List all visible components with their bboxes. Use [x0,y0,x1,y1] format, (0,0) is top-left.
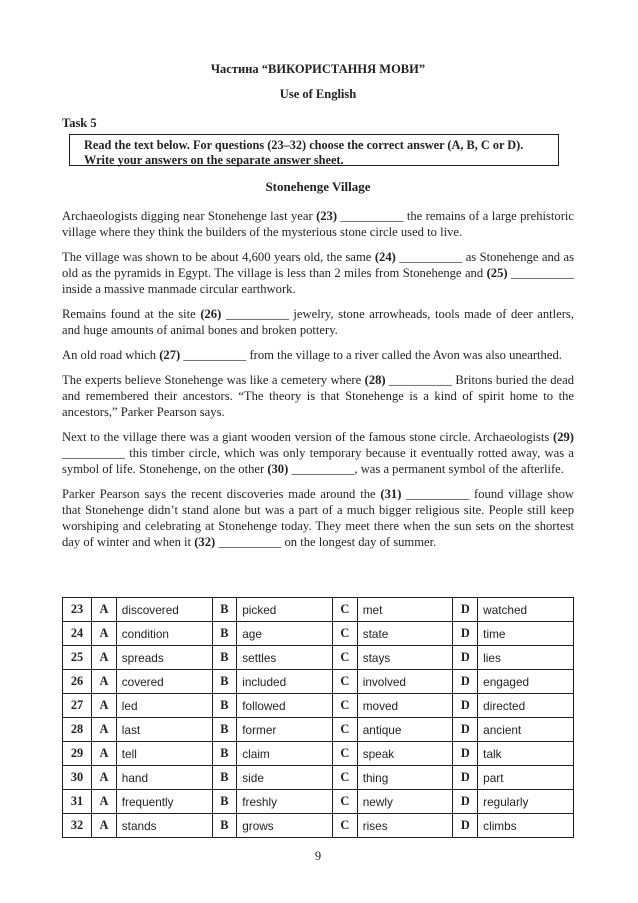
gap-number: (28) [364,373,386,387]
answer-row [63,814,574,838]
passage-paragraph [62,429,574,477]
option-letter: D [453,622,478,646]
passage-text: Remains found at the site [62,307,201,321]
option-text: met [357,598,453,622]
question-number: 28 [63,718,92,742]
option-letter: C [332,742,357,766]
option-text: directed [478,694,574,718]
question-number: 27 [63,694,92,718]
passage-text: Parker Pearson says the recent discoveries made around the [62,487,381,501]
passage-paragraph [62,486,574,550]
option-letter: D [453,766,478,790]
text-title: Stonehenge Village [265,179,371,194]
question-number: 24 [63,622,92,646]
option-letter: D [453,646,478,670]
question-number: 30 [63,766,92,790]
option-text: state [357,622,453,646]
passage-text: __________ from the village to a river called the Avon was also unearthed. [180,348,562,362]
question-number: 25 [63,646,92,670]
option-text: involved [357,670,453,694]
passage-text: __________ found village show that Stonehenge didn’t stand alone but was a part of a much bigger religious site. People still keep worshiping and celebrating at Stonehenge today. They meet there when the sun sets on the shortest day of winter and when it [62,487,574,549]
option-letter: D [453,790,478,814]
instructions-box [69,134,559,166]
page-number: 9 [314,849,322,863]
passage-text: __________ Britons buried the dead and remembered their ancestors. “The theory is that Stonehenge is a kind of spirit home to the ancestors,” Parker Pearson says. [62,373,574,419]
option-text: watched [478,598,574,622]
question-number: 23 [63,598,92,622]
passage-text: Archaeologists digging near Stonehenge last year [62,209,317,223]
answer-row [63,670,574,694]
option-text: lies [478,646,574,670]
option-letter: B [212,622,237,646]
option-letter: B [212,670,237,694]
passage-text: __________ jewelry, stone arrowheads, tools made of deer antlers, and huge amounts of animal bones and broken pottery. [62,307,574,337]
passage-paragraph [62,208,574,240]
option-text: time [478,622,574,646]
passage-text: The village was shown to be about 4,600 years old, the same [62,250,375,264]
option-text: stands [116,814,212,838]
option-text: regularly [478,790,574,814]
gap-number: (25) [486,266,508,280]
option-text: covered [116,670,212,694]
question-number: 26 [63,670,92,694]
option-letter: D [453,694,478,718]
passage-text: An old road which [62,348,160,362]
option-letter: A [92,766,117,790]
option-letter: B [212,718,237,742]
gap-number: (31) [380,487,402,501]
passage-paragraph [62,372,574,420]
option-text: age [237,622,333,646]
option-text: engaged [478,670,574,694]
gap-number: (24) [374,250,396,264]
answer-row [63,790,574,814]
passage-text: __________ this timber circle, which was only temporary because it eventually rotted away, was a symbol of life. Stonehenge, on the other [62,446,574,476]
option-text: thing [357,766,453,790]
option-letter: C [332,718,357,742]
option-letter: C [332,670,357,694]
option-letter: B [212,646,237,670]
option-text: last [116,718,212,742]
answer-row [63,694,574,718]
option-text: climbs [478,814,574,838]
option-letter: B [212,694,237,718]
option-text: talk [478,742,574,766]
part-title: Частина “ВИКОРИСТАННЯ МОВИ” [210,62,426,76]
option-text: hand [116,766,212,790]
option-letter: A [92,622,117,646]
instruction-line: Write your answers on the separate answer sheet. [84,153,344,167]
option-letter: D [453,814,478,838]
option-text: condition [116,622,212,646]
passage-text: __________ inside a massive manmade circular earthwork. [62,266,574,296]
option-letter: D [453,718,478,742]
reading-passage [62,208,574,559]
option-letter: C [332,694,357,718]
option-text: followed [237,694,333,718]
option-letter: B [212,790,237,814]
option-text: former [237,718,333,742]
option-letter: C [332,622,357,646]
option-letter: B [212,814,237,838]
task-label: Task 5 [62,116,97,130]
option-letter: C [332,766,357,790]
option-letter: A [92,670,117,694]
option-letter: D [453,670,478,694]
section-subtitle: Use of English [279,87,357,101]
passage-text: Next to the village there was a giant wooden version of the famous stone circle. Archaeologists [62,430,554,444]
passage-paragraph [62,347,574,363]
option-letter: C [332,646,357,670]
option-text: newly [357,790,453,814]
option-letter: C [332,790,357,814]
option-letter: D [453,598,478,622]
option-text: picked [237,598,333,622]
option-letter: D [453,742,478,766]
option-text: included [237,670,333,694]
option-text: spreads [116,646,212,670]
option-letter: A [92,646,117,670]
gap-number: (29) [553,430,574,444]
option-text: discovered [116,598,212,622]
option-text: freshly [237,790,333,814]
option-text: stays [357,646,453,670]
passage-text: __________ the remains of a large prehistoric village where they think the builders of the mysterious stone circle used to live. [62,209,574,239]
question-number: 29 [63,742,92,766]
option-letter: B [212,766,237,790]
passage-text: __________ as Stonehenge and as old as the pyramids in Egypt. The village is less than 2 miles from Stonehenge and [62,250,574,280]
option-text: claim [237,742,333,766]
passage-text: __________ on the longest day of summer. [215,535,437,549]
option-text: moved [357,694,453,718]
option-letter: A [92,598,117,622]
option-text: rises [357,814,453,838]
instruction-line: Read the text below. For questions (23–32) choose the correct answer (A, B, C or D). [84,138,524,152]
option-text: led [116,694,212,718]
option-text: side [237,766,333,790]
gap-number: (23) [316,209,338,223]
gap-number: (30) [267,462,289,476]
passage-paragraph [62,306,574,338]
answer-row [63,598,574,622]
option-letter: B [212,598,237,622]
answer-options-table [62,597,574,838]
gap-number: (27) [159,348,181,362]
question-number: 32 [63,814,92,838]
answer-row [63,718,574,742]
gap-number: (32) [194,535,216,549]
option-text: frequently [116,790,212,814]
option-letter: A [92,718,117,742]
option-text: part [478,766,574,790]
option-text: settles [237,646,333,670]
question-number: 31 [63,790,92,814]
answer-row [63,766,574,790]
gap-number: (26) [200,307,222,321]
passage-text: The experts believe Stonehenge was like a cemetery where [62,373,365,387]
passage-text: __________, was a permanent symbol of the afterlife. [288,462,564,476]
option-text: tell [116,742,212,766]
answer-row [63,646,574,670]
answer-row [63,622,574,646]
option-letter: A [92,790,117,814]
option-letter: B [212,742,237,766]
option-text: speak [357,742,453,766]
option-letter: C [332,598,357,622]
option-letter: C [332,814,357,838]
option-text: grows [237,814,333,838]
option-text: antique [357,718,453,742]
answer-row [63,742,574,766]
option-text: ancient [478,718,574,742]
option-letter: A [92,694,117,718]
option-letter: A [92,742,117,766]
passage-paragraph [62,249,574,297]
option-letter: A [92,814,117,838]
